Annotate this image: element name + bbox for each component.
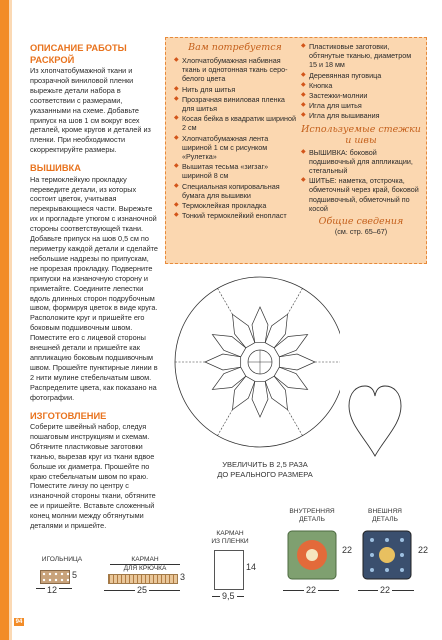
materials-title: Вам потребуется <box>188 42 282 53</box>
heart-pattern <box>345 380 405 460</box>
film-pocket-width: 9,5 <box>222 591 235 601</box>
basics-title: Общие сведения <box>318 216 404 228</box>
hook-pocket-label-2: ДЛЯ КРЮЧКА <box>110 564 180 573</box>
material-item: ◆ Косая бейка в квадратик шириной 2 см <box>174 114 296 132</box>
material-item: ◆ Застежки-молнии <box>301 91 421 100</box>
stitch-sewing: ◆ ШИТЬЕ: наметка, отстрочка, обметочный через край, боковой подшивочный, обметочный по косой <box>301 176 421 213</box>
needlebook-height: 5 <box>72 570 78 580</box>
flower-pattern-diagram <box>165 270 340 470</box>
cutting-text: Из хлопчатобумажной ткани и прозрачной виниловой пленки вырежьте детали набора в соответствии с размерами, указанными на схеме. Добавьте припуск на шов 1 см вокруг всех деталей, кроме кругов и деталей из пленки. При необходимости скорректируйте размеры. <box>30 66 151 155</box>
inner-detail-pattern <box>287 530 337 580</box>
hook-pocket-pattern <box>108 574 178 584</box>
material-item: ◆ Игла для шитья <box>301 101 421 110</box>
film-pocket-height: 14 <box>246 562 257 572</box>
section-title-cutting: РАСКРОЙ <box>30 54 75 65</box>
basics-ref: (см. стр. 65–67) <box>334 227 388 237</box>
enlarge-note <box>200 460 330 480</box>
materials-box <box>165 37 427 264</box>
outer-detail-width: 22 <box>380 585 391 595</box>
enlarge-line-1: УВЕЛИЧИТЬ В 2,5 РАЗА <box>222 460 308 469</box>
outer-detail-height: 22 <box>418 545 429 555</box>
film-pocket-label <box>208 530 252 546</box>
material-item: ◆ Хлопчатобумажная набивная ткань и однотонная ткань серо-белого цвета <box>174 56 296 84</box>
section-title-making: ИЗГОТОВЛЕНИЕ <box>30 410 107 421</box>
section-title-description: ОПИСАНИЕ РАБОТЫ <box>30 43 127 53</box>
page-edge-stripe <box>0 0 9 640</box>
hook-pocket-label <box>110 556 180 573</box>
material-item: ◆ Пластиковые заготовки, обтянутые тканью, диаметром 15 и 18 мм <box>301 42 421 70</box>
material-item: ◆ Термоклейкая прокладка <box>174 201 296 210</box>
instructions-column <box>30 43 158 535</box>
needlebook-label: ИГОЛЬНИЦА <box>41 556 83 563</box>
making-text: Соберите швейный набор, следуя пошаговым инструкциям и схемам. Обтяните пластиковые заготовки тканью, вырезав круг из ткани вдвое больше их диаметра. Прошейте по краю стебельчатым швом по краю. Поместите линзу по центру с изнаночной стороны ткани, обтяните ее и пришейте. Вставьте сложенный конец молнии между обтянутыми деталями и пришейте. <box>30 422 156 531</box>
section-title-embroidery: ВЫШИВКА <box>30 163 81 174</box>
material-item: ◆ Специальная копировальная бумага для вышивки <box>174 182 296 200</box>
outer-detail-label-1: ВНЕШНЯЯ <box>368 508 402 515</box>
material-item: ◆ Вышитая тесьма «зигзаг» шириной 8 см <box>174 162 296 180</box>
material-item: ◆ Деревянная пуговица <box>301 71 421 80</box>
outer-detail-label-2: ДЕТАЛЬ <box>372 516 398 523</box>
inner-detail-width: 22 <box>306 585 317 595</box>
material-item: ◆ Кнопка <box>301 81 421 90</box>
embroidery-text: На термоклейкую прокладку переведите детали, из которых состоит цветок, учитывая перекрывающиеся части. Вырежьте их и прогладьте утюгом с изнаночной стороны соответствующей ткани. Добавьте припуск на шов 0,5 см по периметру каждой детали и сделайте небольшие надрезы по припускам, не прорезая прокладку. Подверните припуски на изнаночную сторону и приметайте. Соедините лепестки вдоль длинных сторон подрубочным швом, формируя цветок в виде круга. Расположите круг и пришейте его боковым подшивочным швом. Поместите его с лицевой стороны внешней детали и пришейте как аппликацию боковым подшивочным швом. Прошейте пунктирные линии в 2 нити мулине стебельчатым швом. Распределите цвета, как показано на фотографии. <box>30 174 158 402</box>
hook-pocket-height: 3 <box>180 572 186 582</box>
hook-pocket-label-1: КАРМАН <box>131 556 159 563</box>
material-item: ◆ Нить для шитья <box>174 85 296 94</box>
enlarge-line-2: ДО РЕАЛЬНОГО РАЗМЕРА <box>217 470 313 479</box>
outer-detail-pattern <box>362 530 412 580</box>
materials-list-left <box>174 56 296 220</box>
needlebook-pattern <box>40 570 70 584</box>
page-edge-stripe-light <box>9 0 12 640</box>
page-number: 94 <box>15 619 23 625</box>
material-item: ◆ Прозрачная виниловая пленка для шитья <box>174 95 296 113</box>
materials-list-right <box>301 42 421 121</box>
materials-right <box>301 42 421 236</box>
inner-detail-label-2: ДЕТАЛЬ <box>299 516 325 523</box>
film-pocket-label-2: ИЗ ПЛЕНКИ <box>211 538 249 545</box>
material-item: ◆ Тонкий термоклейкий енопласт <box>174 211 296 220</box>
materials-left <box>174 42 296 221</box>
inner-detail-label <box>282 508 342 524</box>
film-pocket-label-1: КАРМАН <box>216 530 244 537</box>
material-item: ◆ Хлопчатобумажная лента шириной 1 см с рисунком «Рулетка» <box>174 134 296 162</box>
film-pocket-pattern <box>214 550 244 590</box>
outer-detail-label <box>355 508 415 524</box>
inner-detail-height: 22 <box>342 545 353 555</box>
stitch-embroidery: ◆ ВЫШИВКА: боковой подшивочный для аппликации, стегальный <box>301 148 421 176</box>
needlebook-width: 12 <box>47 585 58 595</box>
inner-detail-label-1: ВНУТРЕННЯЯ <box>289 508 335 515</box>
material-item: ◆ Игла для вышивания <box>301 111 421 120</box>
stitches-title: Используемые стежки и швы <box>301 123 421 146</box>
hook-pocket-width: 25 <box>137 585 148 595</box>
